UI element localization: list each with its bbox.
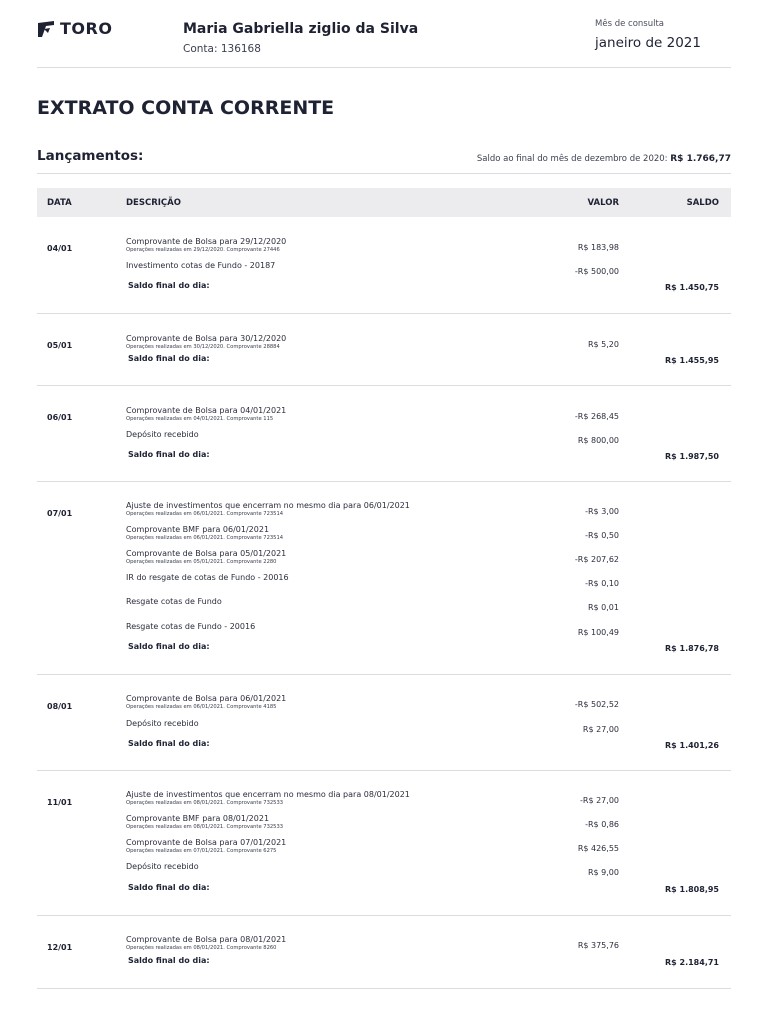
entry-value: -R$ 500,00 xyxy=(574,267,619,276)
day-date: 08/01 xyxy=(47,702,73,711)
day-date: 04/01 xyxy=(47,244,73,253)
day-date: 12/01 xyxy=(47,943,73,952)
day-group xyxy=(37,482,731,675)
day-group xyxy=(37,771,731,916)
end-of-day-balance: R$ 1.876,78 xyxy=(665,644,719,653)
entry-description: Comprovante de Bolsa para 08/01/2021 xyxy=(126,935,287,944)
day-group xyxy=(37,675,731,771)
end-of-day-balance: R$ 1.450,75 xyxy=(665,283,719,292)
entry-detail: Operações realizadas em 30/12/2020. Comprovante 28884 xyxy=(126,344,280,350)
entry-detail: Operações realizadas em 05/01/2021. Comprovante 2280 xyxy=(126,559,277,565)
day-date: 11/01 xyxy=(47,798,73,807)
entry-description: Resgate cotas de Fundo - 20016 xyxy=(126,622,256,631)
entry-detail: Operações realizadas em 07/01/2021. Comprovante 6275 xyxy=(126,848,277,854)
entry-detail: Operações realizadas em 08/01/2021. Comprovante 732533 xyxy=(126,800,284,806)
toro-logo xyxy=(37,19,112,38)
entry-detail: Operações realizadas em 06/01/2021. Comprovante 723514 xyxy=(126,535,284,541)
entry-description: Ajuste de investimentos que encerram no mesmo dia para 08/01/2021 xyxy=(126,790,410,799)
end-of-day-label: Saldo final do dia: xyxy=(128,956,210,965)
divider xyxy=(37,173,731,174)
day-group xyxy=(37,217,731,314)
entry-description: Investimento cotas de Fundo - 20187 xyxy=(126,261,276,270)
end-of-day-balance: R$ 1.808,95 xyxy=(665,885,719,894)
entry-description: Depósito recebido xyxy=(126,430,199,439)
end-of-day-label: Saldo final do dia: xyxy=(128,450,210,459)
previous-balance-value: R$ 1.766,77 xyxy=(670,154,731,164)
end-of-day-balance: R$ 1.455,95 xyxy=(665,356,719,365)
entry-value: R$ 9,00 xyxy=(587,868,619,877)
end-of-day-label: Saldo final do dia: xyxy=(128,354,210,363)
entry-value: R$ 426,55 xyxy=(577,844,619,853)
entry-description: Comprovante de Bolsa para 04/01/2021 xyxy=(126,406,287,415)
entry-description: Comprovante de Bolsa para 29/12/2020 xyxy=(126,237,287,246)
day-date: 05/01 xyxy=(47,341,73,350)
entry-description: Comprovante de Bolsa para 06/01/2021 xyxy=(126,694,287,703)
entry-description: Depósito recebido xyxy=(126,719,199,728)
entry-value: -R$ 0,86 xyxy=(585,820,619,829)
column-balance: SALDO xyxy=(686,198,719,208)
entry-description: Comprovante de Bolsa para 30/12/2020 xyxy=(126,334,287,343)
previous-balance xyxy=(477,154,731,164)
entry-description: Depósito recebido xyxy=(126,862,199,871)
day-date: 06/01 xyxy=(47,413,73,422)
column-value: VALOR xyxy=(587,198,619,208)
entry-value: -R$ 0,50 xyxy=(585,531,619,540)
previous-balance-label: Saldo ao final do mês de dezembro de 2020: xyxy=(476,154,668,164)
end-of-day-label: Saldo final do dia: xyxy=(128,281,210,290)
entry-description: IR do resgate de cotas de Fundo - 20016 xyxy=(126,573,289,582)
entry-description: Resgate cotas de Fundo xyxy=(126,597,222,606)
entry-value: -R$ 502,52 xyxy=(574,700,619,709)
section-title: Lançamentos: xyxy=(37,148,144,164)
entry-value: R$ 800,00 xyxy=(577,436,619,445)
entry-detail: Operações realizadas em 08/01/2021. Comprovante 8260 xyxy=(126,945,277,951)
entry-value: R$ 100,49 xyxy=(577,628,619,637)
day-group xyxy=(37,916,731,989)
day-group xyxy=(37,386,731,482)
column-description: DESCRIÇÃO xyxy=(126,198,181,208)
entry-description: Ajuste de investimentos que encerram no mesmo dia para 06/01/2021 xyxy=(126,501,410,510)
header xyxy=(37,0,731,68)
end-of-day-balance: R$ 2.184,71 xyxy=(665,958,719,967)
entry-value: -R$ 27,00 xyxy=(580,796,619,805)
document-title: EXTRATO CONTA CORRENTE xyxy=(37,97,335,119)
entry-description: Comprovante BMF para 08/01/2021 xyxy=(126,814,270,823)
end-of-day-label: Saldo final do dia: xyxy=(128,739,210,748)
month-value: janeiro de 2021 xyxy=(595,35,701,51)
entry-value: R$ 27,00 xyxy=(582,725,619,734)
entry-detail: Operações realizadas em 06/01/2021. Comprovante 4185 xyxy=(126,704,277,710)
end-of-day-label: Saldo final do dia: xyxy=(128,883,210,892)
day-date: 07/01 xyxy=(47,509,73,518)
end-of-day-balance: R$ 1.987,50 xyxy=(665,452,719,461)
entry-value: R$ 0,01 xyxy=(587,603,619,612)
toro-logo-icon xyxy=(37,20,55,38)
entry-detail: Operações realizadas em 04/01/2021. Comprovante 115 xyxy=(126,416,274,422)
client-name: Maria Gabriella ziglio da Silva xyxy=(183,21,419,37)
day-group xyxy=(37,314,731,386)
entry-value: -R$ 0,10 xyxy=(585,579,619,588)
entry-value: R$ 183,98 xyxy=(577,243,619,252)
entry-description: Comprovante BMF para 06/01/2021 xyxy=(126,525,270,534)
entry-value: -R$ 268,45 xyxy=(574,412,619,421)
account-number: Conta: 136168 xyxy=(183,43,261,55)
end-of-day-balance: R$ 1.401,26 xyxy=(665,741,719,750)
entry-value: -R$ 3,00 xyxy=(585,507,619,516)
entry-detail: Operações realizadas em 29/12/2020. Comprovante 27446 xyxy=(126,247,280,253)
end-of-day-label: Saldo final do dia: xyxy=(128,642,210,651)
entry-value: R$ 5,20 xyxy=(587,340,619,349)
column-date: DATA xyxy=(47,198,72,208)
brand-name: TORO xyxy=(60,19,113,38)
table-header xyxy=(37,188,731,217)
entry-value: R$ 375,76 xyxy=(577,941,619,950)
month-label: Mês de consulta xyxy=(595,19,665,29)
entry-value: -R$ 207,62 xyxy=(574,555,619,564)
entry-description: Comprovante de Bolsa para 05/01/2021 xyxy=(126,549,287,558)
entry-detail: Operações realizadas em 08/01/2021. Comprovante 732533 xyxy=(126,824,284,830)
entry-description: Comprovante de Bolsa para 07/01/2021 xyxy=(126,838,287,847)
entry-detail: Operações realizadas em 06/01/2021. Comprovante 723514 xyxy=(126,511,284,517)
